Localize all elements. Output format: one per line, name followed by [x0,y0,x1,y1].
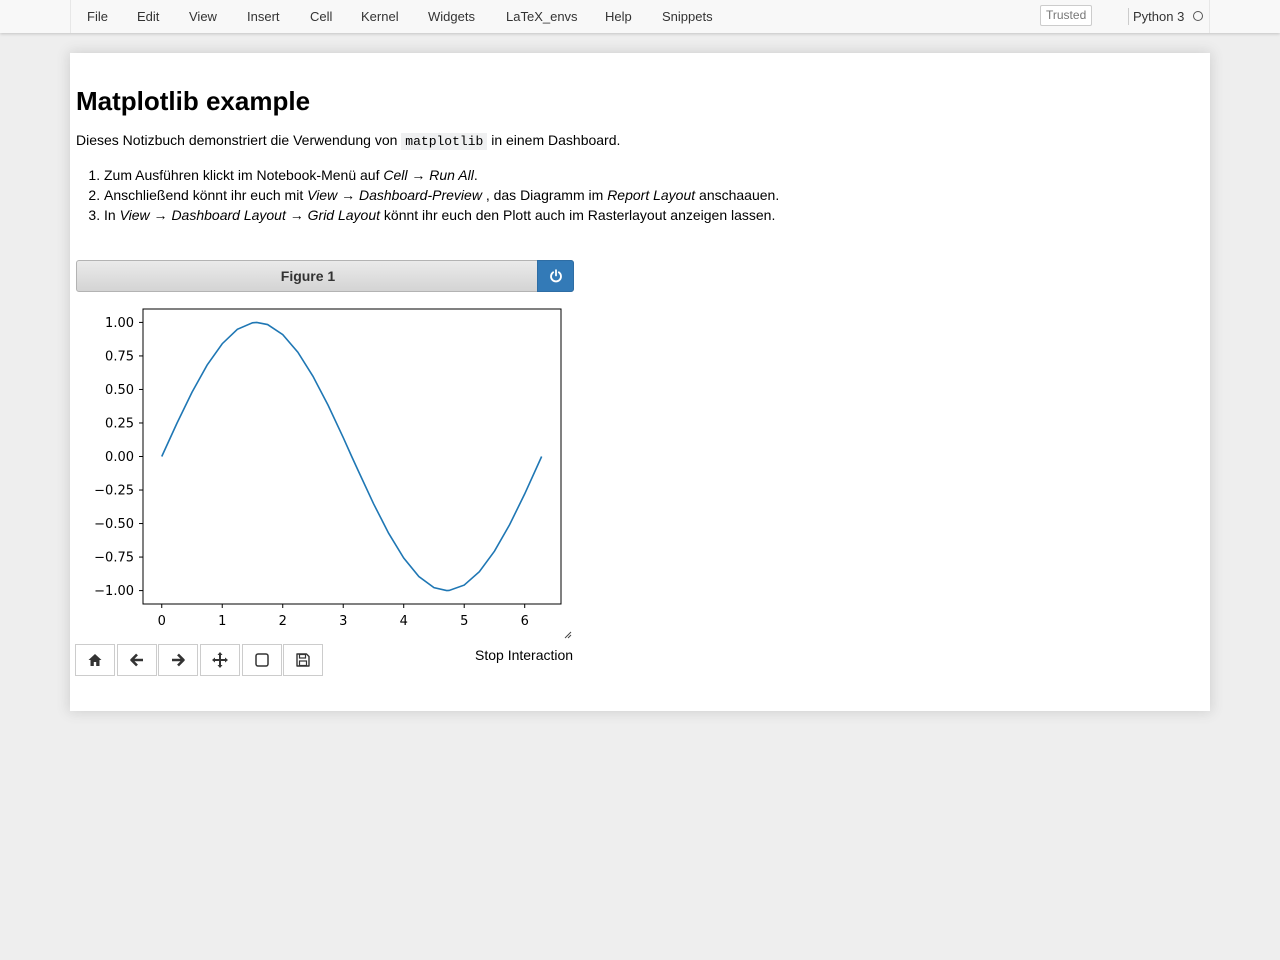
floppy-icon [295,652,311,668]
kernel-separator [1128,8,1129,25]
step-text: Anschließend könnt ihr euch mit [104,187,308,203]
home-button[interactable] [75,644,115,676]
steps-list [76,165,779,225]
menubar [0,0,1280,33]
x-tick-label: 0 [157,614,166,629]
step-text: Zum Ausführen klickt im Notebook-Menü auf [104,167,384,183]
notebook-container [70,53,1210,711]
step-emphasis: Report Layout [607,187,696,203]
step-emphasis: Cell → Run All [383,167,474,183]
x-tick-label: 5 [460,614,469,629]
step-item [104,185,779,205]
step-text: . [473,167,478,183]
zoom-rect-button[interactable] [242,644,282,676]
x-tick-label: 2 [278,614,287,629]
y-tick-label: −1.00 [94,584,134,600]
y-tick-label: −0.50 [94,517,134,533]
move-icon [211,651,229,669]
step-text: , das Diagramm im [481,187,608,203]
x-tick-label: 4 [399,614,408,629]
square-icon [254,652,270,668]
menu-edit[interactable]: Edit [137,9,160,24]
step-text: könnt ihr euch den Plott auch im Rasterlayout anzeigen lassen. [380,207,776,223]
page-title: Matplotlib example [76,86,311,116]
power-icon [549,269,563,283]
y-tick-label: 0.00 [105,450,134,465]
forward-button[interactable] [158,644,198,676]
menu-help[interactable]: Help [605,9,632,24]
step-item [104,165,779,185]
y-tick-label: −0.25 [94,483,134,499]
menu-widgets[interactable]: Widgets [428,9,475,24]
intro-text [76,131,620,151]
step-emphasis: View → Dashboard-Preview [307,187,482,203]
pan-button[interactable] [200,644,240,676]
x-tick-label: 1 [218,614,227,629]
intro-text-after: in einem Dashboard. [487,132,621,148]
step-text: anschaauen. [695,187,780,203]
y-tick-label: 0.50 [105,382,134,398]
back-button[interactable] [117,644,157,676]
menu-insert[interactable]: Insert [247,9,280,24]
save-button[interactable] [283,644,323,676]
kernel-name[interactable]: Python 3 [1133,9,1185,24]
kernel-idle-icon [1193,11,1203,21]
menu-cell[interactable]: Cell [310,9,333,24]
home-icon [87,652,103,668]
menu-kernel[interactable]: Kernel [361,9,399,24]
close-figure-button[interactable] [537,260,574,292]
menubar-inner [70,0,1210,33]
y-tick-label: 1.00 [105,315,134,331]
step-item [104,205,779,225]
trusted-badge[interactable]: Trusted [1040,5,1092,26]
stop-interaction-button[interactable]: Stop Interaction [475,647,574,663]
menu-latex-envs[interactable]: LaTeX_envs [506,9,578,24]
step-emphasis: View → Dashboard Layout → Grid Layout [119,207,381,223]
y-tick-label: 0.25 [105,416,134,432]
menu-view[interactable]: View [189,9,217,24]
y-tick-label: −0.75 [94,550,134,566]
figure-header [76,260,574,292]
arrow-left-icon [129,652,145,668]
x-tick-label: 6 [520,614,529,629]
y-tick-label: 0.75 [105,349,134,365]
series-line [162,322,542,590]
arrow-right-icon [170,652,186,668]
menu-snippets[interactable]: Snippets [662,9,713,24]
step-text: In [104,207,120,223]
menu-file[interactable]: File [87,9,108,24]
resize-handle-icon[interactable] [564,631,572,639]
x-tick-label: 3 [339,614,348,629]
plot-canvas[interactable] [76,303,576,639]
intro-text-before: Dieses Notizbuch demonstriert die Verwendung von [76,132,402,148]
inline-code: matplotlib [401,133,487,150]
figure-title: Figure 1 [280,268,336,284]
